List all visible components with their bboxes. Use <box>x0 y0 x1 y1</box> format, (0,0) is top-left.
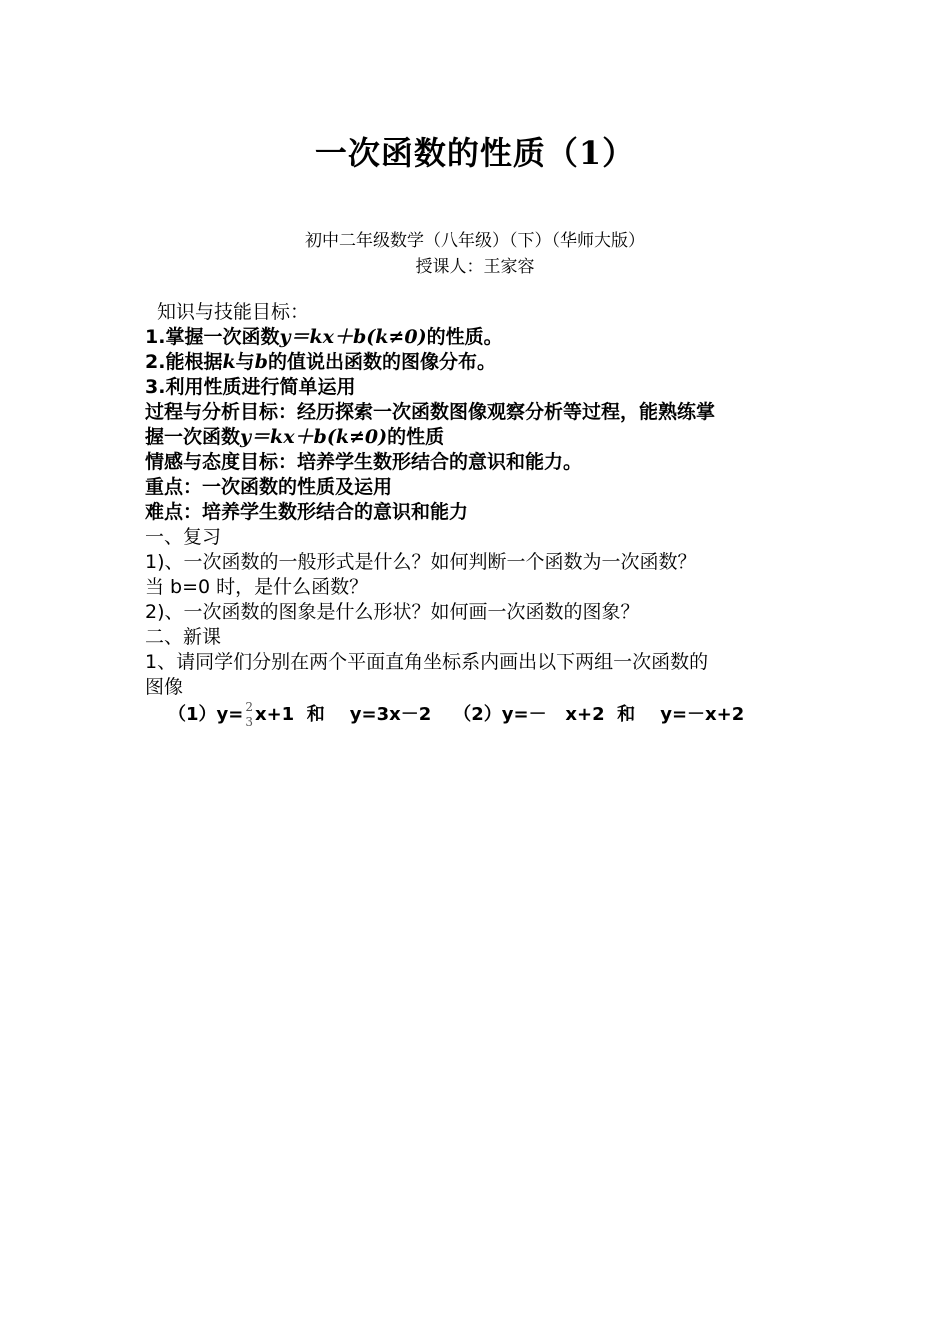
review-question-2: 2)、一次函数的图象是什么形状？如何画一次函数的图象？ <box>145 601 640 623</box>
review-question-1-line-2: 当 b=0 时，是什么函数？ <box>145 576 369 598</box>
equation-2: （2）y=－ x+2 和 y=－x+2 <box>453 704 745 725</box>
document-title: 一次函数的性质（1） <box>314 134 636 172</box>
emotion-goal: 情感与态度目标：培养学生数形结合的意识和能力。 <box>145 451 583 473</box>
goal-item-1-suffix: 的性质。 <box>426 326 503 348</box>
review-question-1-line-1: 1)、一次函数的一般形式是什么？如何判断一个函数为一次函数？ <box>145 551 697 573</box>
goal-item-2-mid: 与 <box>235 351 255 373</box>
key-point: 重点：一次函数的性质及运用 <box>145 476 393 498</box>
new-lesson-task-line-2: 图像 <box>145 676 184 698</box>
difficulty-point: 难点：培养学生数形结合的意识和能力 <box>145 501 469 523</box>
teacher-info: 授课人：王家容 <box>415 257 535 277</box>
process-goal-line-2 <box>145 425 825 450</box>
equation-1-suffix: x+1 和 y=3x－2 <box>254 704 432 725</box>
goal-item-2 <box>145 350 825 375</box>
knowledge-goals-heading: 知识与技能目标： <box>157 301 310 323</box>
goal-item-2-b: b <box>254 351 268 373</box>
process-goal-prefix: 握一次函数 <box>145 426 241 448</box>
goal-item-1-formula: y＝kx＋b(k≠0) <box>279 326 427 348</box>
process-goal-line-1: 过程与分析目标：经历探索一次函数图像观察分析等过程，能熟练掌 <box>145 401 716 423</box>
review-heading: 一、复习 <box>145 526 222 548</box>
new-lesson-heading: 二、新课 <box>145 626 222 648</box>
new-lesson-task-line-1: 1、请同学们分别在两个平面直角坐标系内画出以下两组一次函数的 <box>145 651 709 673</box>
goal-item-2-suffix: 的值说出函数的图像分布。 <box>267 351 496 373</box>
goal-item-2-k: k <box>222 351 236 373</box>
process-goal-formula: y＝kx＋b(k≠0) <box>240 426 388 448</box>
fraction-numerator: 2 <box>245 700 253 714</box>
course-info: 初中二年级数学（八年级）（下）（华师大版） <box>305 231 645 251</box>
fraction-denominator: 3 <box>245 715 253 729</box>
goal-item-3: 3.利用性质进行简单运用 <box>145 376 356 398</box>
equation-1-fraction <box>245 700 253 730</box>
process-goal-suffix: 的性质 <box>387 426 445 448</box>
equation-row <box>168 700 848 730</box>
equation-1-prefix: （1）y= <box>168 704 244 725</box>
goal-item-1 <box>145 325 825 350</box>
goal-item-1-prefix: 1.掌握一次函数 <box>145 326 280 348</box>
goal-item-2-prefix: 2.能根据 <box>145 351 223 373</box>
